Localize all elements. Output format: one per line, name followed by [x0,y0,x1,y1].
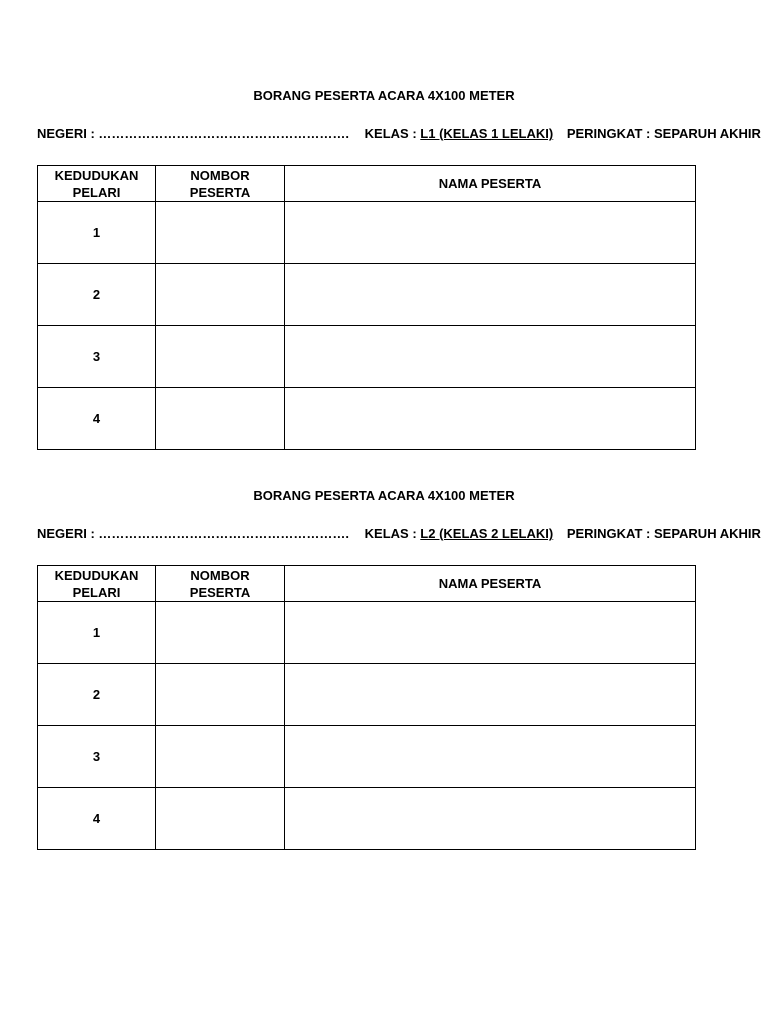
number-cell[interactable] [156,788,285,850]
header-nama-peserta: NAMA PESERTA [285,166,696,202]
position-cell: 3 [38,726,156,788]
negeri-blank-field[interactable]: …………………………………………………. [98,526,350,541]
table-row [38,388,696,450]
peringkat-text: PERINGKAT : SEPARUH AKHIR [566,526,761,541]
form-2-title: BORANG PESERTA ACARA 4X100 METER [253,488,515,503]
name-cell[interactable] [285,602,696,664]
header-number-line2: PESERTA [189,184,251,200]
form-1-title: BORANG PESERTA ACARA 4X100 METER [253,88,515,103]
negeri-label: NEGERI : [37,126,95,141]
negeri-label: NEGERI : [37,526,95,541]
position-cell: 2 [38,264,156,326]
number-cell[interactable] [156,726,285,788]
table-header-row [38,166,696,202]
table-row [38,264,696,326]
header-position-line2: PELARI [72,184,121,200]
header-position-line1: KEDUDUKAN [54,567,139,583]
name-cell[interactable] [285,664,696,726]
table-row [38,202,696,264]
form-1-entry-table [37,165,696,450]
name-cell[interactable] [285,202,696,264]
header-nombor-peserta [156,566,285,602]
table-header-row [38,566,696,602]
form-1-info-line [37,126,761,141]
position-cell: 1 [38,602,156,664]
position-cell: 4 [38,788,156,850]
table-row [38,664,696,726]
name-cell[interactable] [285,264,696,326]
header-kedudukan-pelari [38,166,156,202]
header-nombor-peserta [156,166,285,202]
peringkat-text: PERINGKAT : SEPARUH AKHIR [566,126,761,141]
header-number-line1: NOMBOR [190,567,250,583]
header-position-line2: PELARI [72,584,121,600]
number-cell[interactable] [156,202,285,264]
number-cell[interactable] [156,664,285,726]
table-row [38,602,696,664]
number-cell[interactable] [156,388,285,450]
kelas-label: KELAS : [364,526,417,541]
number-cell[interactable] [156,602,285,664]
name-cell[interactable] [285,326,696,388]
position-cell: 2 [38,664,156,726]
position-cell: 1 [38,202,156,264]
form-2-entry-table [37,565,696,850]
header-number-line1: NOMBOR [190,167,250,183]
table-row [38,726,696,788]
kelas-label: KELAS : [364,126,417,141]
form-2-info-line [37,526,761,541]
position-cell: 3 [38,326,156,388]
kelas-value: L2 (KELAS 2 LELAKI) [420,526,554,541]
name-cell[interactable] [285,726,696,788]
header-number-line2: PESERTA [189,584,251,600]
kelas-value: L1 (KELAS 1 LELAKI) [420,126,554,141]
name-cell[interactable] [285,388,696,450]
header-position-line1: KEDUDUKAN [54,167,139,183]
number-cell[interactable] [156,326,285,388]
name-cell[interactable] [285,788,696,850]
number-cell[interactable] [156,264,285,326]
table-row [38,326,696,388]
header-kedudukan-pelari [38,566,156,602]
table-row [38,788,696,850]
position-cell: 4 [38,388,156,450]
negeri-blank-field[interactable]: …………………………………………………. [98,126,350,141]
header-nama-peserta: NAMA PESERTA [285,566,696,602]
